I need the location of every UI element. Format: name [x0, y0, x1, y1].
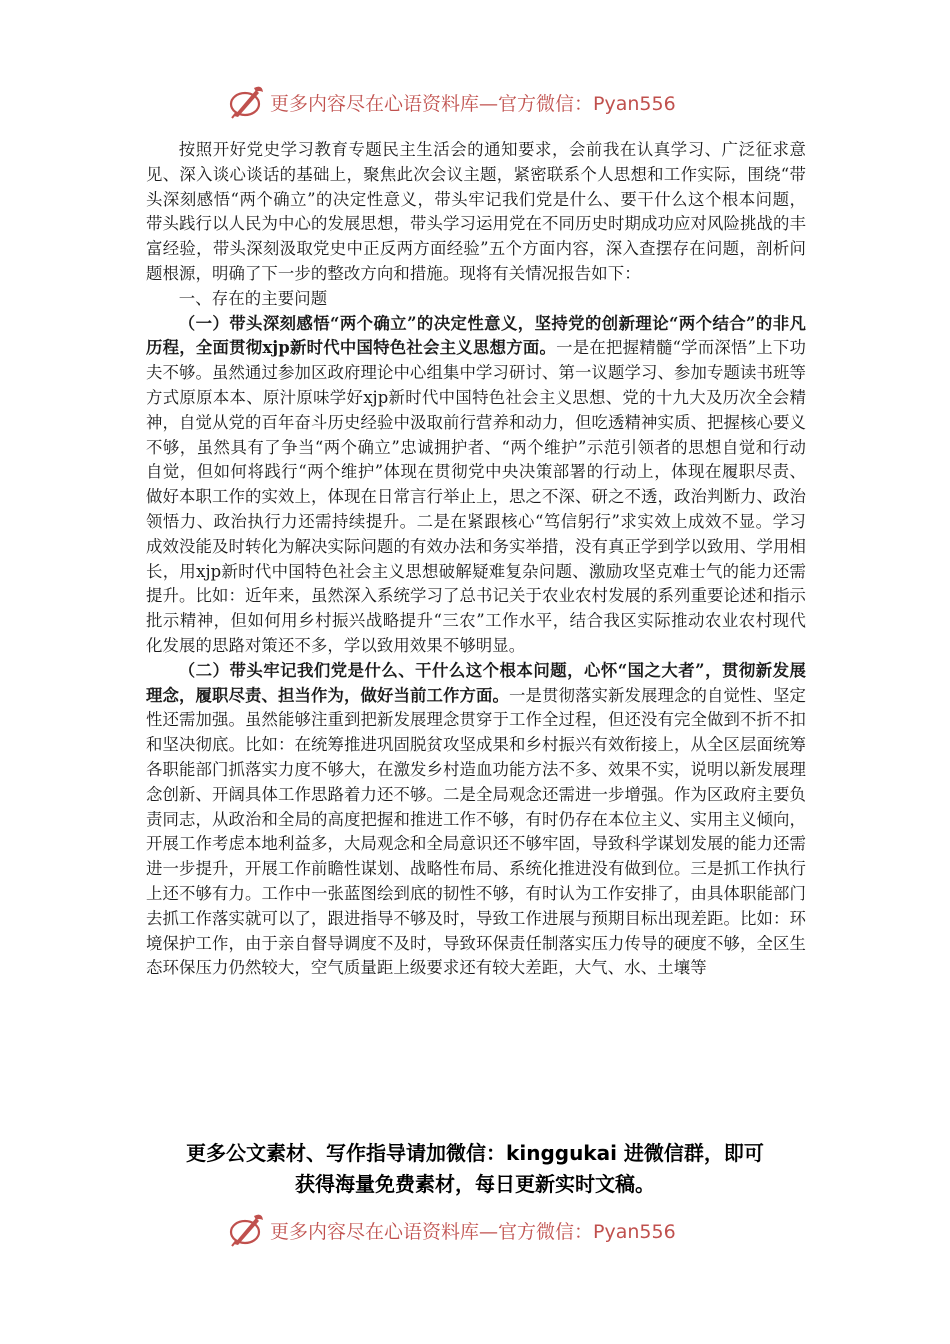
paragraph-2 — [146, 659, 806, 981]
promo-line-2: 获得海量免费素材，每日更新实时文稿。 — [295, 1172, 655, 1196]
quill-logo-icon — [226, 82, 266, 122]
promo-line-1: 更多公文素材、写作指导请加微信：kinggukai 进微信群，即可 — [186, 1141, 764, 1165]
paragraph-1-heading: （一）带头深刻感悟“两个确立”的决定性意义，坚持党的创新理论“两个结合”的非凡历程，全面贯彻xjp新时代中国特色社会主义思想方面。 — [146, 313, 806, 358]
paragraph-1-body: 一是在把握精髓“学而深悟”上下功夫不够。虽然通过参加区政府理论中心组集中学习研讨、第一议题学习、参加专题读书班等方式原原本本、原汁原味学好xjp新时代中国特色社会主义思想、党的十九大及历次全会精神，自觉从党的百年奋斗历史经验中汲取前行营养和动力，但吃透精神实质、把握核心要义不够，虽然具有了争当“两个确立”忠诚拥护者、“两个维护”示范引领者的思想自觉和行动自觉，但如何将践行“两个维护”体现在贯彻党中央决策部署的行动上，体现在履职尽责、做好本职工作的实效上，体现在日常言行举止上，思之不深、研之不透，政治判断力、政治领悟力、政治执行力还需持续提升。二是在紧跟核心“笃信躬行”求实效上成效不显。学习成效没能及时转化为解决实际问题的有效办法和务实举措，没有真正学到学以致用、学用相长，用xjp新时代中国特色社会主义思想破解疑难复杂问题、激励攻坚克难士气的能力还需提升。比如：近年来，虽然深入系统学习了总书记关于农业农村发展的系列重要论述和指示批示精神，但如何用乡村振兴战略提升“三农”工作水平，结合我区实际推动农业农村现代化发展的思路对策还不多，学以致用效果不够明显。 — [146, 338, 807, 655]
header-banner-text: 更多内容尽在心语资料库—官方微信：Pyan556 — [270, 92, 676, 115]
document-body — [146, 138, 806, 981]
quill-logo-icon — [226, 1210, 266, 1250]
section-heading: 一、存在的主要问题 — [178, 288, 328, 308]
footer-banner-text: 更多内容尽在心语资料库—官方微信：Pyan556 — [270, 1220, 676, 1243]
paragraph-2-heading: （二）带头牢记我们党是什么、干什么这个根本问题，心怀“国之大者”，贯彻新发展理念，履职尽责、担当作为，做好当前工作方面。 — [146, 660, 806, 705]
header-banner-id: Pyan556 — [593, 92, 676, 115]
footer-banner-id: Pyan556 — [593, 1220, 676, 1243]
intro-paragraph: 按照开好党史学习教育专题民主生活会的通知要求，会前我在认真学习、广泛征求意见、深入谈心谈话的基础上，聚焦此次会议主题，紧密联系个人思想和工作实际，围绕“带头深刻感悟“两个确立”的决定性意义，带头牢记我们党是什么、要干什么这个根本问题，带头践行以人民为中心的发展思想，带头学习运用党在不同历史时期成功应对风险挑战的丰富经验，带头深刻汲取党史中正反两方面经验”五个方面内容，深入查摆存在问题，剖析问题根源，明确了下一步的整改方向和措施。现将有关情况报告如下： — [146, 140, 806, 283]
paragraph-1 — [146, 312, 806, 659]
header-banner — [226, 82, 746, 122]
footer-banner — [226, 1210, 746, 1250]
promo-notice — [140, 1138, 810, 1200]
paragraph-2-body: 一是贯彻落实新发展理念的自觉性、坚定性还需加强。虽然能够注重到把新发展理念贯穿于工作全过程，但还没有完全做到不折不扣和坚决彻底。比如：在统筹推进巩固脱贫攻坚成果和乡村振兴有效衔接上，从全区层面统筹各职能部门抓落实力度不够大，在激发乡村造血功能方法不多、效果不实，说明以新发展理念创新、开阔具体工作思路着力还不够。二是全局观念还需进一步增强。作为区政府主要负责同志，从政治和全局的高度把握和推进工作不够，有时仍存在本位主义、实用主义倾向，开展工作考虑本地利益多，大局观念和全局意识还不够牢固，导致科学谋划发展的能力还需进一步提升，开展工作前瞻性谋划、战略性布局、系统化推进没有做到位。三是抓工作执行上还不够有力。工作中一张蓝图绘到底的韧性不够，有时认为工作安排了，由具体职能部门去抓工作落实就可以了，跟进指导不够及时，导致工作进展与预期目标出现差距。比如：环境保护工作，由于亲自督导调度不及时，导致环保责任制落实压力传导的硬度不够，全区生态环保压力仍然较大，空气质量距上级要求还有较大差距，大气、水、土壤等 — [146, 685, 806, 978]
